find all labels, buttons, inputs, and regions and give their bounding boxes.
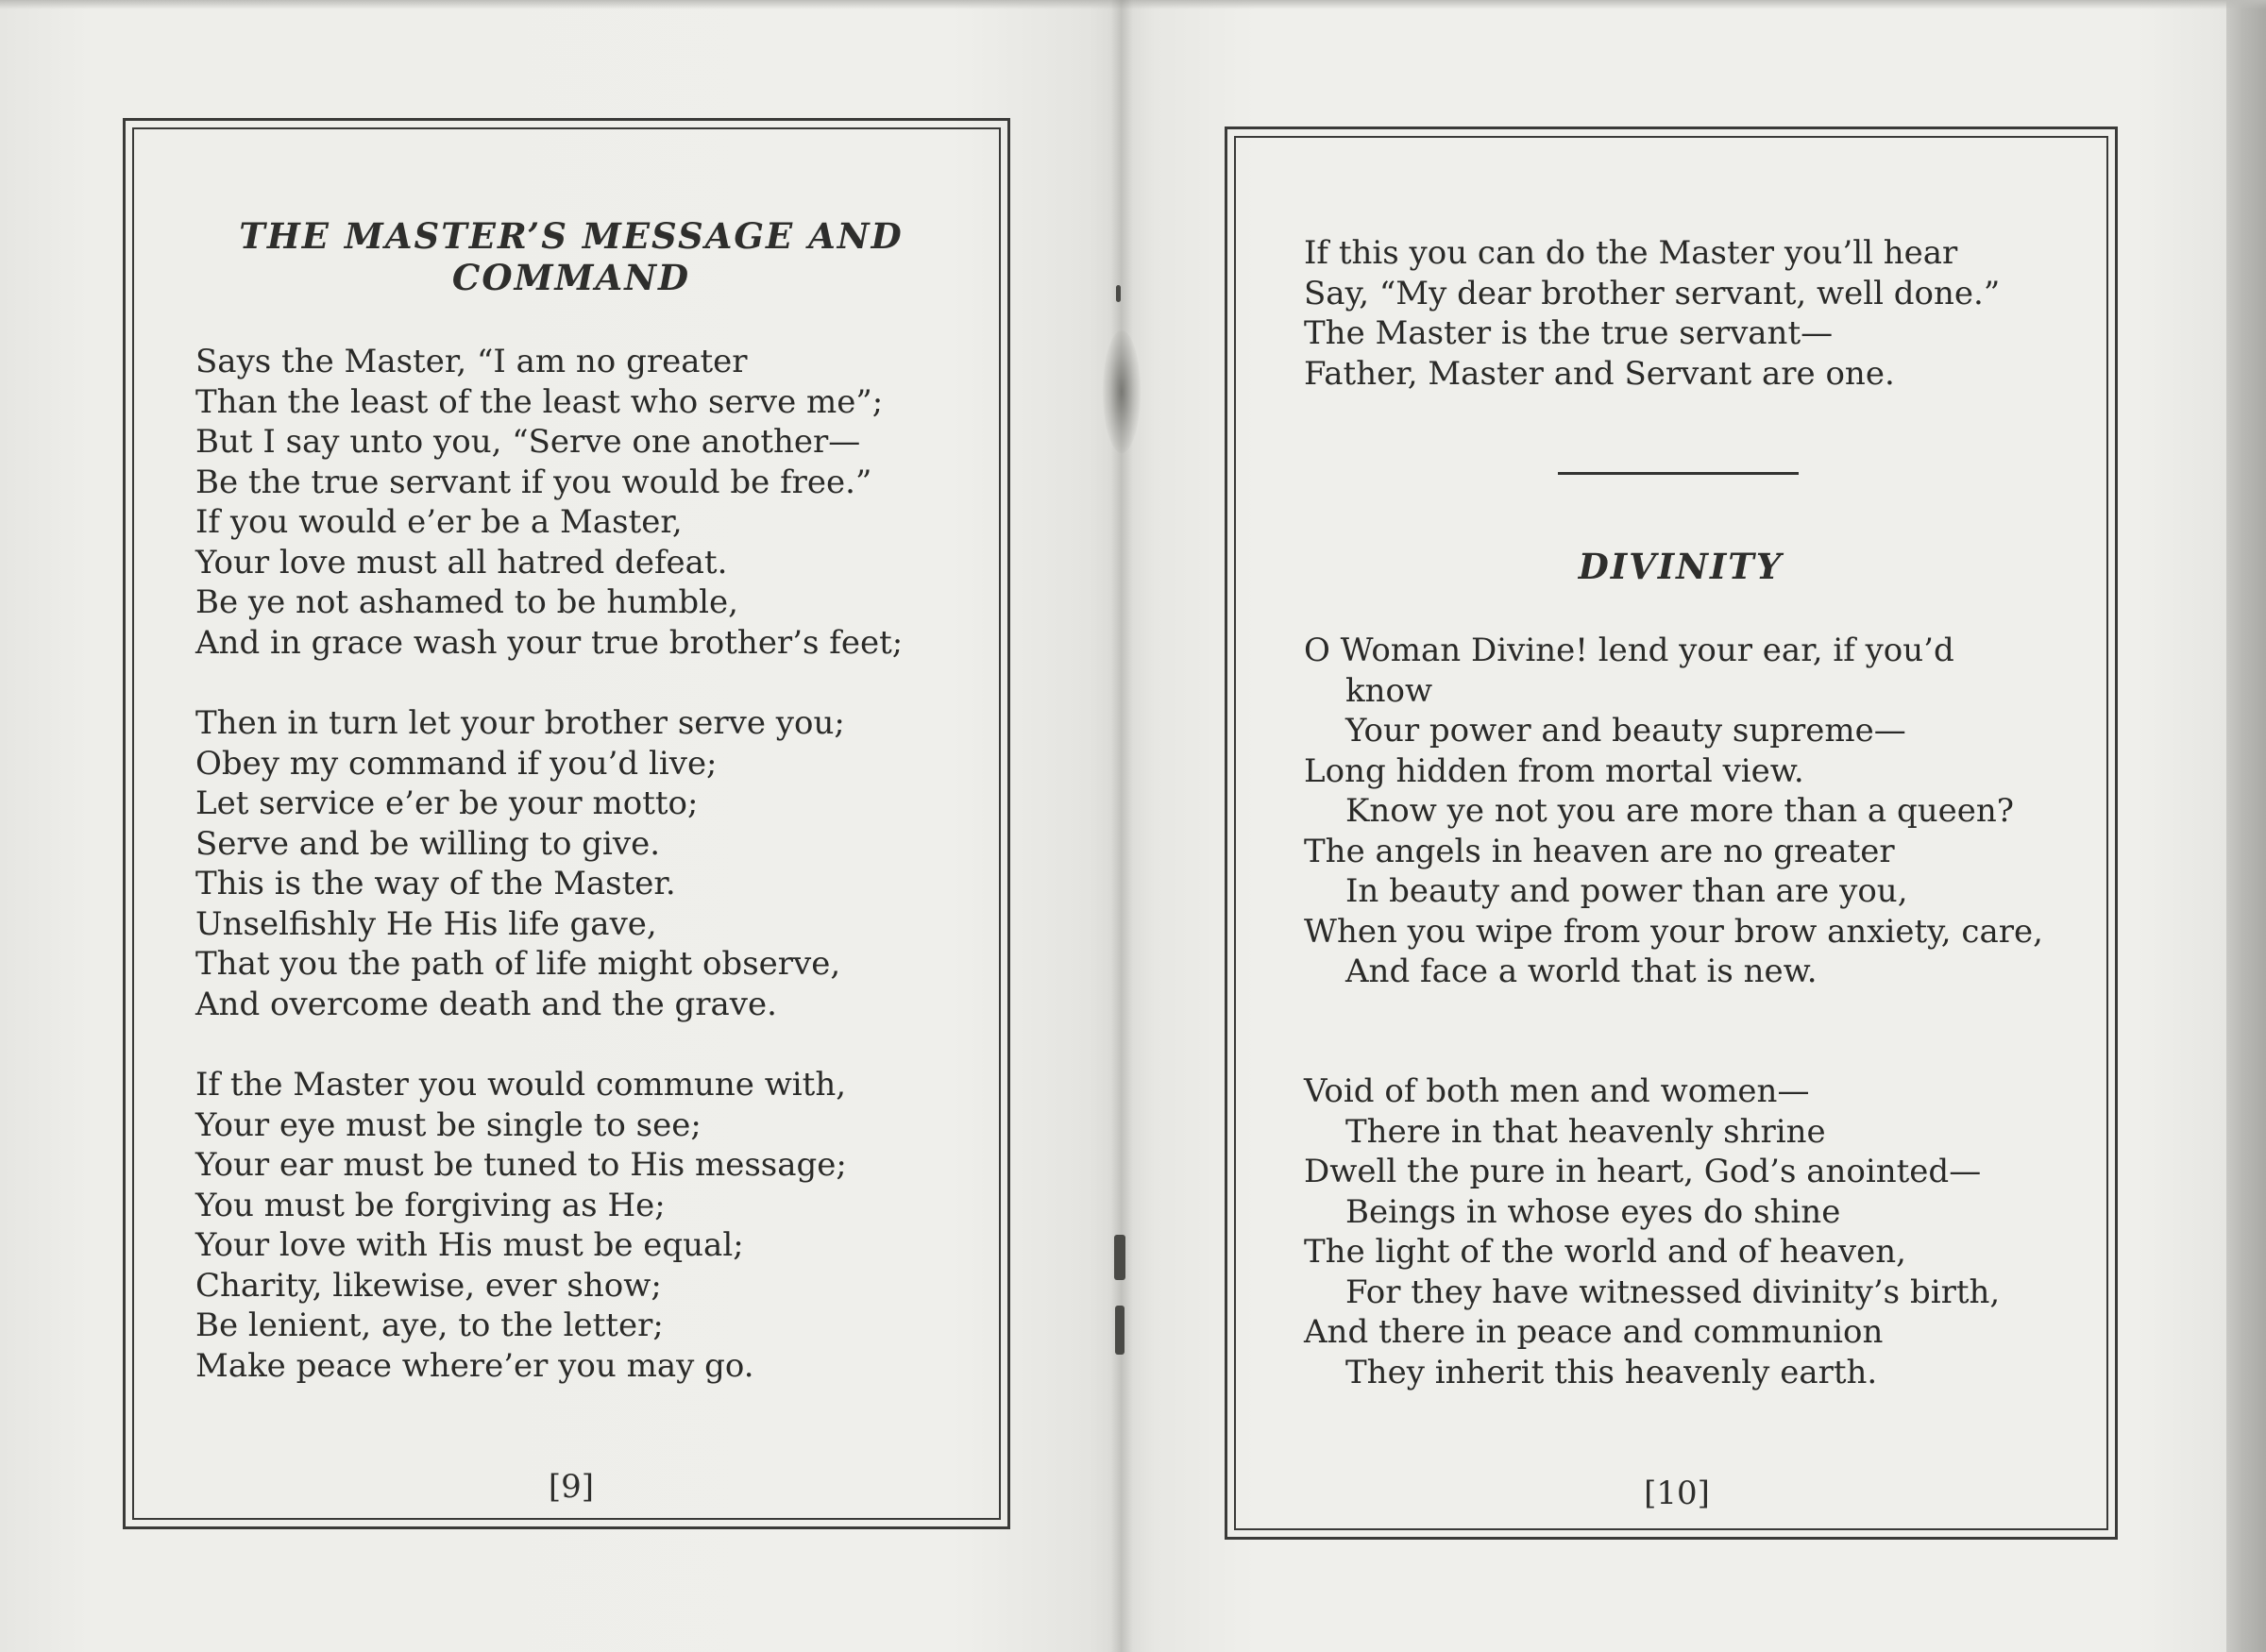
verse-line: Be lenient, aye, to the letter; [195,1306,664,1344]
verse-line: Void of both men and women— [1304,1072,1810,1110]
verse-line: Your love must all hatred defeat. [195,543,728,582]
verse-line: Obey my command if you’d live; [195,744,718,783]
verse-line: Your love with His must be equal; [195,1226,744,1264]
verse-line: Beings in whose eyes do shine [1345,1192,1841,1231]
left-stanza-3 [195,1065,847,1386]
verse-line: And in grace wash your true brother’s feet; [195,623,904,662]
right-stanza-1 [1304,233,2000,394]
verse-line: Your eye must be single to see; [195,1105,702,1144]
verse-line: Dwell the pure in heart, God’s anointed— [1304,1153,1982,1190]
section-divider-rule [1558,472,1799,475]
verse-line: If you would e’er be a Master, [195,503,683,541]
verse-line: There in that heavenly shrine [1345,1112,1826,1151]
verse-line: The angels in heaven are no greater [1304,832,1895,870]
verse-line: Than the least of the least who serve me”; [195,382,884,421]
verse-line: But I say unto you, “Serve one another— [195,423,861,461]
left-stanza-1 [195,342,903,663]
gutter-fold [1110,0,1133,1652]
verse-line: For they have witnessed divinity’s birth, [1345,1273,2001,1311]
top-shadow [0,0,2266,9]
verse-line: Let service e’er be your motto; [195,784,699,822]
verse-line: Be the true servant if you would be free.” [195,463,872,501]
page-edge [2226,0,2266,1652]
verse-line: Serve and be willing to give. [195,824,661,863]
verse-line: Says the Master, “I am no greater [195,343,748,380]
verse-line: And face a world that is new. [1345,952,1818,990]
page-number-left: [9] [548,1468,595,1506]
title-line-1: THE MASTER’S MESSAGE AND [239,215,904,257]
title-line-2: COMMAND [451,257,691,298]
verse-line: Charity, likewise, ever show; [195,1266,662,1305]
verse-line: That you the path of life might observe, [195,945,841,983]
binding-stitch-upper [1116,285,1121,302]
verse-line: They inherit this heavenly earth. [1345,1353,1878,1391]
binding-stitch-lower [1115,1306,1125,1355]
poem-title-masters-message [179,215,963,298]
right-stanza-3 [1304,1071,2000,1392]
verse-line: know [1345,671,1433,710]
left-stanza-2 [195,703,845,1024]
page-number-right: [10] [1644,1475,1710,1512]
verse-line: Then in turn let your brother serve you; [195,704,845,742]
verse-line: Father, Master and Servant are one. [1304,354,1895,393]
verse-line: Say, “My dear brother servant, well done.” [1304,274,2001,312]
verse-line: You must be forgiving as He; [195,1186,666,1224]
verse-line: And overcome death and the grave. [195,985,777,1023]
verse-line: Be ye not ashamed to be humble, [195,583,738,621]
verse-line: When you wipe from your brow anxiety, care, [1304,912,2043,951]
verse-line: Know ye not you are more than a queen? [1345,792,2015,830]
poem-title-divinity: DIVINITY [1578,546,1784,587]
verse-line: Long hidden from mortal view. [1304,751,1804,790]
binding-stitch-mid [1114,1235,1125,1280]
verse-line: Your ear must be tuned to His message; [195,1146,847,1184]
verse-line: The Master is the true servant— [1304,314,1834,352]
verse-line: Unselfishly He His life gave, [195,904,657,943]
verse-line: The light of the world and of heaven, [1304,1233,1906,1271]
verse-line: If the Master you would commune with, [195,1066,847,1104]
binding-stain-upper [1103,330,1141,453]
verse-line: Your power and beauty supreme— [1345,712,1906,750]
verse-line: Make peace where’er you may go. [195,1346,754,1385]
verse-line: O Woman Divine! lend your ear, if you’d [1304,632,1954,669]
verse-line: This is the way of the Master. [195,865,676,902]
verse-line: If this you can do the Master you’ll hear [1304,234,1958,272]
verse-line: In beauty and power than are you, [1345,872,1908,910]
verse-line: And there in peace and communion [1304,1313,1884,1351]
right-stanza-2 [1304,631,2043,992]
